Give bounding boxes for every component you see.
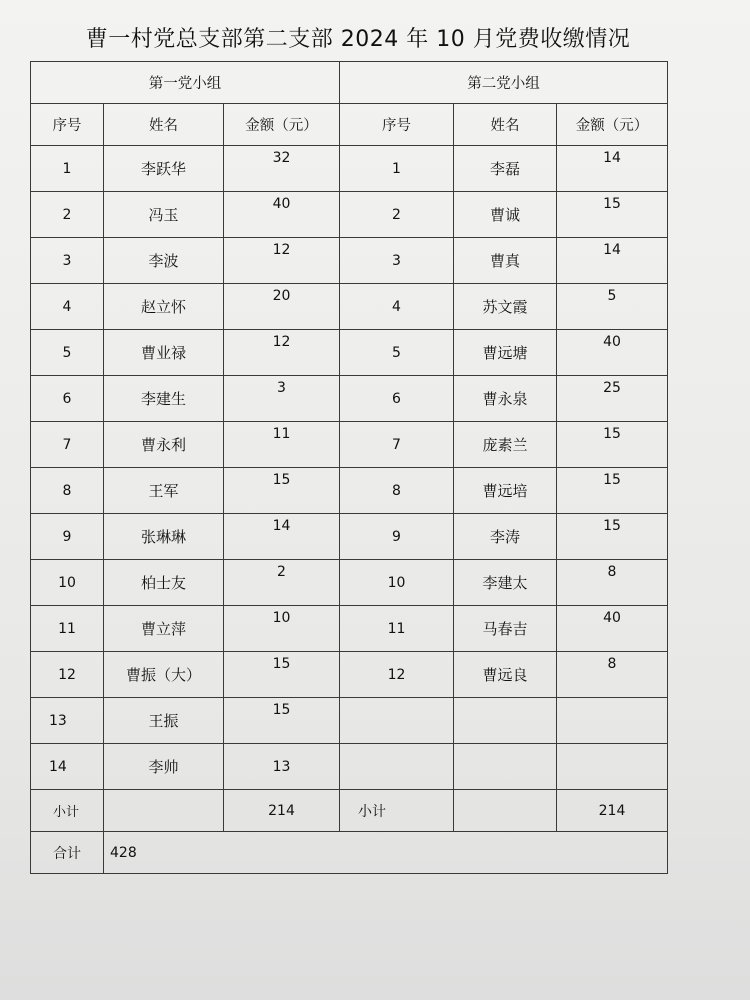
right-amount-cell bbox=[557, 744, 668, 790]
right-amount-cell: 40 bbox=[557, 330, 668, 376]
right-amount-cell: 40 bbox=[557, 606, 668, 652]
right-name-cell: 庞素兰 bbox=[454, 422, 557, 468]
right-name-cell: 苏文霞 bbox=[454, 284, 557, 330]
right-name-cell bbox=[454, 698, 557, 744]
right-amount-cell: 14 bbox=[557, 146, 668, 192]
table-row bbox=[31, 468, 668, 514]
table-row bbox=[31, 698, 668, 744]
right-amount-cell: 14 bbox=[557, 238, 668, 284]
right-name-cell: 曹远塘 bbox=[454, 330, 557, 376]
right-seq-cell: 8 bbox=[340, 468, 454, 514]
left-amount-header: 金额（元） bbox=[224, 104, 340, 146]
right-amount-header: 金额（元） bbox=[557, 104, 668, 146]
left-amount-cell: 10 bbox=[224, 606, 340, 652]
right-name-cell: 曹永泉 bbox=[454, 376, 557, 422]
right-amount-cell: 15 bbox=[557, 468, 668, 514]
left-name-cell: 李帅 bbox=[104, 744, 224, 790]
left-name-cell: 曹立萍 bbox=[104, 606, 224, 652]
table-row bbox=[31, 606, 668, 652]
left-amount-cell: 15 bbox=[224, 698, 340, 744]
total-row bbox=[31, 832, 668, 874]
document-title: 曹一村党总支部第二支部 2024 年 10 月党费收缴情况 bbox=[85, 27, 631, 52]
left-amount-cell: 13 bbox=[224, 744, 340, 790]
left-seq-cell: 9 bbox=[31, 514, 104, 560]
table-row bbox=[31, 514, 668, 560]
left-name-cell: 曹振（大） bbox=[104, 652, 224, 698]
left-amount-cell: 20 bbox=[224, 284, 340, 330]
left-seq-cell: 12 bbox=[31, 652, 104, 698]
total-label: 合计 bbox=[31, 832, 104, 874]
left-seq-cell: 5 bbox=[31, 330, 104, 376]
right-seq-cell: 2 bbox=[340, 192, 454, 238]
right-amount-cell: 8 bbox=[557, 560, 668, 606]
left-seq-cell: 8 bbox=[31, 468, 104, 514]
table-row bbox=[31, 330, 668, 376]
left-amount-cell: 40 bbox=[224, 192, 340, 238]
right-seq-cell bbox=[340, 744, 454, 790]
right-name-cell: 李建太 bbox=[454, 560, 557, 606]
subtotal-left-amount: 214 bbox=[224, 790, 340, 832]
left-seq-cell: 14 bbox=[31, 744, 104, 790]
left-seq-header: 序号 bbox=[31, 104, 104, 146]
left-amount-cell: 15 bbox=[224, 652, 340, 698]
left-name-cell: 李建生 bbox=[104, 376, 224, 422]
left-amount-cell: 15 bbox=[224, 468, 340, 514]
table-row bbox=[31, 238, 668, 284]
right-seq-cell: 5 bbox=[340, 330, 454, 376]
table-row bbox=[31, 284, 668, 330]
subtotal-right-label: 小计 bbox=[340, 790, 454, 832]
right-name-cell bbox=[454, 744, 557, 790]
right-seq-header: 序号 bbox=[340, 104, 454, 146]
table-row bbox=[31, 376, 668, 422]
left-name-header: 姓名 bbox=[104, 104, 224, 146]
right-seq-cell: 9 bbox=[340, 514, 454, 560]
table-row bbox=[31, 560, 668, 606]
group-right-header: 第二党小组 bbox=[340, 62, 668, 104]
left-amount-cell: 14 bbox=[224, 514, 340, 560]
column-header-row bbox=[31, 104, 668, 146]
subtotal-right-amount: 214 bbox=[557, 790, 668, 832]
left-name-cell: 王军 bbox=[104, 468, 224, 514]
left-name-cell: 冯玉 bbox=[104, 192, 224, 238]
left-name-cell: 李波 bbox=[104, 238, 224, 284]
subtotal-right-blank bbox=[454, 790, 557, 832]
right-seq-cell: 7 bbox=[340, 422, 454, 468]
left-amount-cell: 12 bbox=[224, 238, 340, 284]
table-row bbox=[31, 422, 668, 468]
total-value: 428 bbox=[104, 832, 668, 874]
left-seq-cell: 3 bbox=[31, 238, 104, 284]
right-seq-cell bbox=[340, 698, 454, 744]
group-header-row bbox=[31, 62, 668, 104]
left-name-cell: 曹永利 bbox=[104, 422, 224, 468]
right-name-cell: 李磊 bbox=[454, 146, 557, 192]
right-name-cell: 曹远良 bbox=[454, 652, 557, 698]
left-name-cell: 李跃华 bbox=[104, 146, 224, 192]
right-amount-cell: 8 bbox=[557, 652, 668, 698]
right-amount-cell bbox=[557, 698, 668, 744]
right-seq-cell: 11 bbox=[340, 606, 454, 652]
subtotal-row bbox=[31, 790, 668, 832]
right-name-cell: 曹真 bbox=[454, 238, 557, 284]
left-seq-cell: 1 bbox=[31, 146, 104, 192]
dues-table-body bbox=[31, 62, 668, 874]
left-name-cell: 赵立怀 bbox=[104, 284, 224, 330]
table-row bbox=[31, 744, 668, 790]
left-amount-cell: 11 bbox=[224, 422, 340, 468]
left-name-cell: 曹业禄 bbox=[104, 330, 224, 376]
table-row bbox=[31, 146, 668, 192]
group-left-header: 第一党小组 bbox=[31, 62, 340, 104]
right-seq-cell: 1 bbox=[340, 146, 454, 192]
right-name-cell: 李涛 bbox=[454, 514, 557, 560]
left-seq-cell: 10 bbox=[31, 560, 104, 606]
right-seq-cell: 10 bbox=[340, 560, 454, 606]
dues-table bbox=[30, 61, 668, 874]
left-name-cell: 王振 bbox=[104, 698, 224, 744]
table-row bbox=[31, 192, 668, 238]
left-seq-cell: 7 bbox=[31, 422, 104, 468]
left-name-cell: 张琳琳 bbox=[104, 514, 224, 560]
left-seq-cell: 11 bbox=[31, 606, 104, 652]
right-name-header: 姓名 bbox=[454, 104, 557, 146]
left-seq-cell: 4 bbox=[31, 284, 104, 330]
right-amount-cell: 5 bbox=[557, 284, 668, 330]
right-name-cell: 曹诚 bbox=[454, 192, 557, 238]
left-seq-cell: 6 bbox=[31, 376, 104, 422]
left-name-cell: 柏士友 bbox=[104, 560, 224, 606]
left-amount-cell: 3 bbox=[224, 376, 340, 422]
right-name-cell: 曹远培 bbox=[454, 468, 557, 514]
left-amount-cell: 2 bbox=[224, 560, 340, 606]
right-seq-cell: 12 bbox=[340, 652, 454, 698]
right-amount-cell: 15 bbox=[557, 514, 668, 560]
left-amount-cell: 32 bbox=[224, 146, 340, 192]
right-name-cell: 马春吉 bbox=[454, 606, 557, 652]
right-amount-cell: 15 bbox=[557, 192, 668, 238]
left-seq-cell: 2 bbox=[31, 192, 104, 238]
right-seq-cell: 4 bbox=[340, 284, 454, 330]
right-amount-cell: 25 bbox=[557, 376, 668, 422]
subtotal-left-label: 小计 bbox=[31, 790, 104, 832]
left-seq-cell: 13 bbox=[31, 698, 104, 744]
table-row bbox=[31, 652, 668, 698]
right-amount-cell: 15 bbox=[557, 422, 668, 468]
right-seq-cell: 6 bbox=[340, 376, 454, 422]
left-amount-cell: 12 bbox=[224, 330, 340, 376]
subtotal-left-blank bbox=[104, 790, 224, 832]
right-seq-cell: 3 bbox=[340, 238, 454, 284]
